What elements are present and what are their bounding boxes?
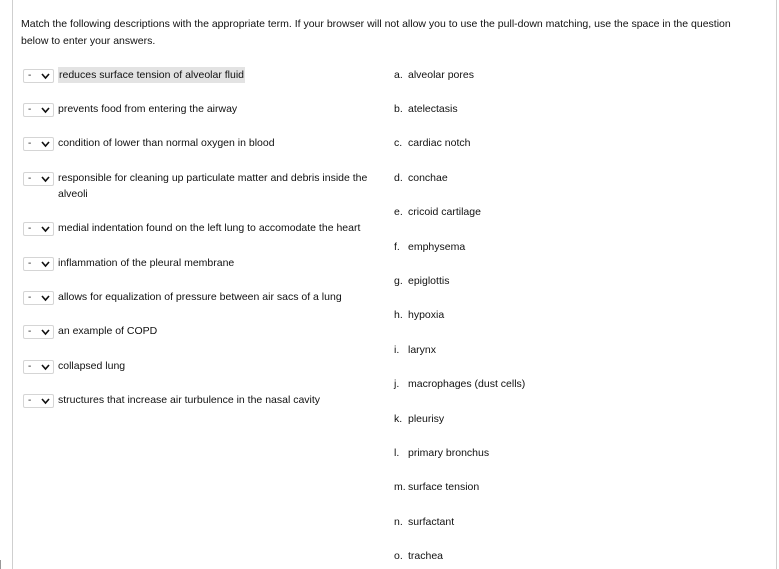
answer-select-6[interactable]: - xyxy=(23,257,54,271)
question-text: structures that increase air turbulence in the nasal cavity xyxy=(58,394,321,406)
question-text: responsible for cleaning up particulate matter and debris inside the alveoli xyxy=(58,172,368,200)
question-text: reduces surface tension of alveolar fluid xyxy=(59,69,245,81)
option-letter: e. xyxy=(394,206,403,218)
option-term: surface tension xyxy=(408,481,480,493)
option-term: epiglottis xyxy=(408,275,450,287)
option-letter: l. xyxy=(394,447,400,459)
chevron-down-icon xyxy=(41,175,50,183)
instructions-text: Match the following descriptions with the appropriate term. If your browser will not allow you to use the pull-down matching, use the space in the question below to enter your answers. xyxy=(21,18,731,47)
answer-option-f xyxy=(394,240,465,254)
question-row-2 xyxy=(23,103,383,117)
question-row-3 xyxy=(23,137,383,151)
answer-select-8[interactable]: - xyxy=(23,325,54,339)
question-text: inflammation of the pleural membrane xyxy=(58,257,235,269)
option-letter: j. xyxy=(394,378,400,390)
question-text: allows for equalization of pressure between air sacs of a lung xyxy=(58,291,342,303)
option-letter: b. xyxy=(394,103,403,115)
chevron-down-icon xyxy=(41,106,50,114)
question-text: condition of lower than normal oxygen in blood xyxy=(58,137,275,149)
option-letter: c. xyxy=(394,137,403,149)
option-letter: m. xyxy=(394,481,406,493)
option-term: emphysema xyxy=(408,241,466,253)
chevron-down-icon xyxy=(41,140,50,148)
option-letter: g. xyxy=(394,275,403,287)
option-letter: i. xyxy=(394,344,400,356)
option-term: trachea xyxy=(408,550,444,562)
question-text: prevents food from entering the airway xyxy=(58,103,238,115)
answer-option-h xyxy=(394,308,444,322)
question-row-6 xyxy=(23,257,383,271)
option-letter: o. xyxy=(394,550,403,562)
answer-select-1[interactable]: - xyxy=(23,69,54,83)
option-term: surfactant xyxy=(408,516,455,528)
chevron-down-icon xyxy=(41,328,50,336)
question-row-4 xyxy=(23,172,375,202)
question-text: collapsed lung xyxy=(58,360,126,372)
option-letter: a. xyxy=(394,69,403,81)
answer-option-e xyxy=(394,205,481,219)
option-term: conchae xyxy=(408,172,448,184)
option-letter: n. xyxy=(394,516,403,528)
answer-option-m xyxy=(394,480,479,494)
answer-select-4[interactable]: - xyxy=(23,172,54,186)
answer-select-2[interactable]: - xyxy=(23,103,54,117)
option-term: cricoid cartilage xyxy=(408,206,481,218)
option-term: hypoxia xyxy=(408,309,445,321)
question-row-7 xyxy=(23,291,383,305)
answer-select-9[interactable]: - xyxy=(23,360,54,374)
answer-select-3[interactable]: - xyxy=(23,137,54,151)
answer-option-c xyxy=(394,136,470,150)
option-letter: k. xyxy=(394,413,403,425)
question-row-9 xyxy=(23,360,383,374)
option-letter: f. xyxy=(394,241,400,253)
answer-option-j xyxy=(394,377,525,391)
answer-option-o xyxy=(394,549,443,563)
question-row-10 xyxy=(23,394,383,408)
answer-option-i xyxy=(394,343,436,357)
option-letter: h. xyxy=(394,309,403,321)
answer-option-b xyxy=(394,102,458,116)
answer-select-10[interactable]: - xyxy=(23,394,54,408)
answer-option-l xyxy=(394,446,489,460)
option-term: primary bronchus xyxy=(408,447,490,459)
answer-select-5[interactable]: - xyxy=(23,222,54,236)
chevron-down-icon xyxy=(41,363,50,371)
chevron-down-icon xyxy=(41,72,50,80)
answer-option-g xyxy=(394,274,449,288)
answer-option-a xyxy=(394,68,474,82)
option-term: macrophages (dust cells) xyxy=(408,378,526,390)
option-term: alveolar pores xyxy=(408,69,474,81)
option-term: pleurisy xyxy=(408,413,445,425)
question-row-5 xyxy=(23,222,383,236)
answer-select-7[interactable]: - xyxy=(23,291,54,305)
page-edge-mark xyxy=(0,560,3,569)
answer-option-d xyxy=(394,171,448,185)
option-letter: d. xyxy=(394,172,403,184)
question-text: medial indentation found on the left lung to accomodate the heart xyxy=(58,222,361,234)
chevron-down-icon xyxy=(41,260,50,268)
answer-option-n xyxy=(394,515,454,529)
option-term: larynx xyxy=(408,344,437,356)
option-term: cardiac notch xyxy=(408,137,471,149)
chevron-down-icon xyxy=(41,397,50,405)
question-row-8 xyxy=(23,325,383,339)
chevron-down-icon xyxy=(41,294,50,302)
chevron-down-icon xyxy=(41,225,50,233)
question-text: an example of COPD xyxy=(58,325,158,337)
question-row-1 xyxy=(23,69,383,83)
answer-option-k xyxy=(394,412,444,426)
option-term: atelectasis xyxy=(408,103,458,115)
